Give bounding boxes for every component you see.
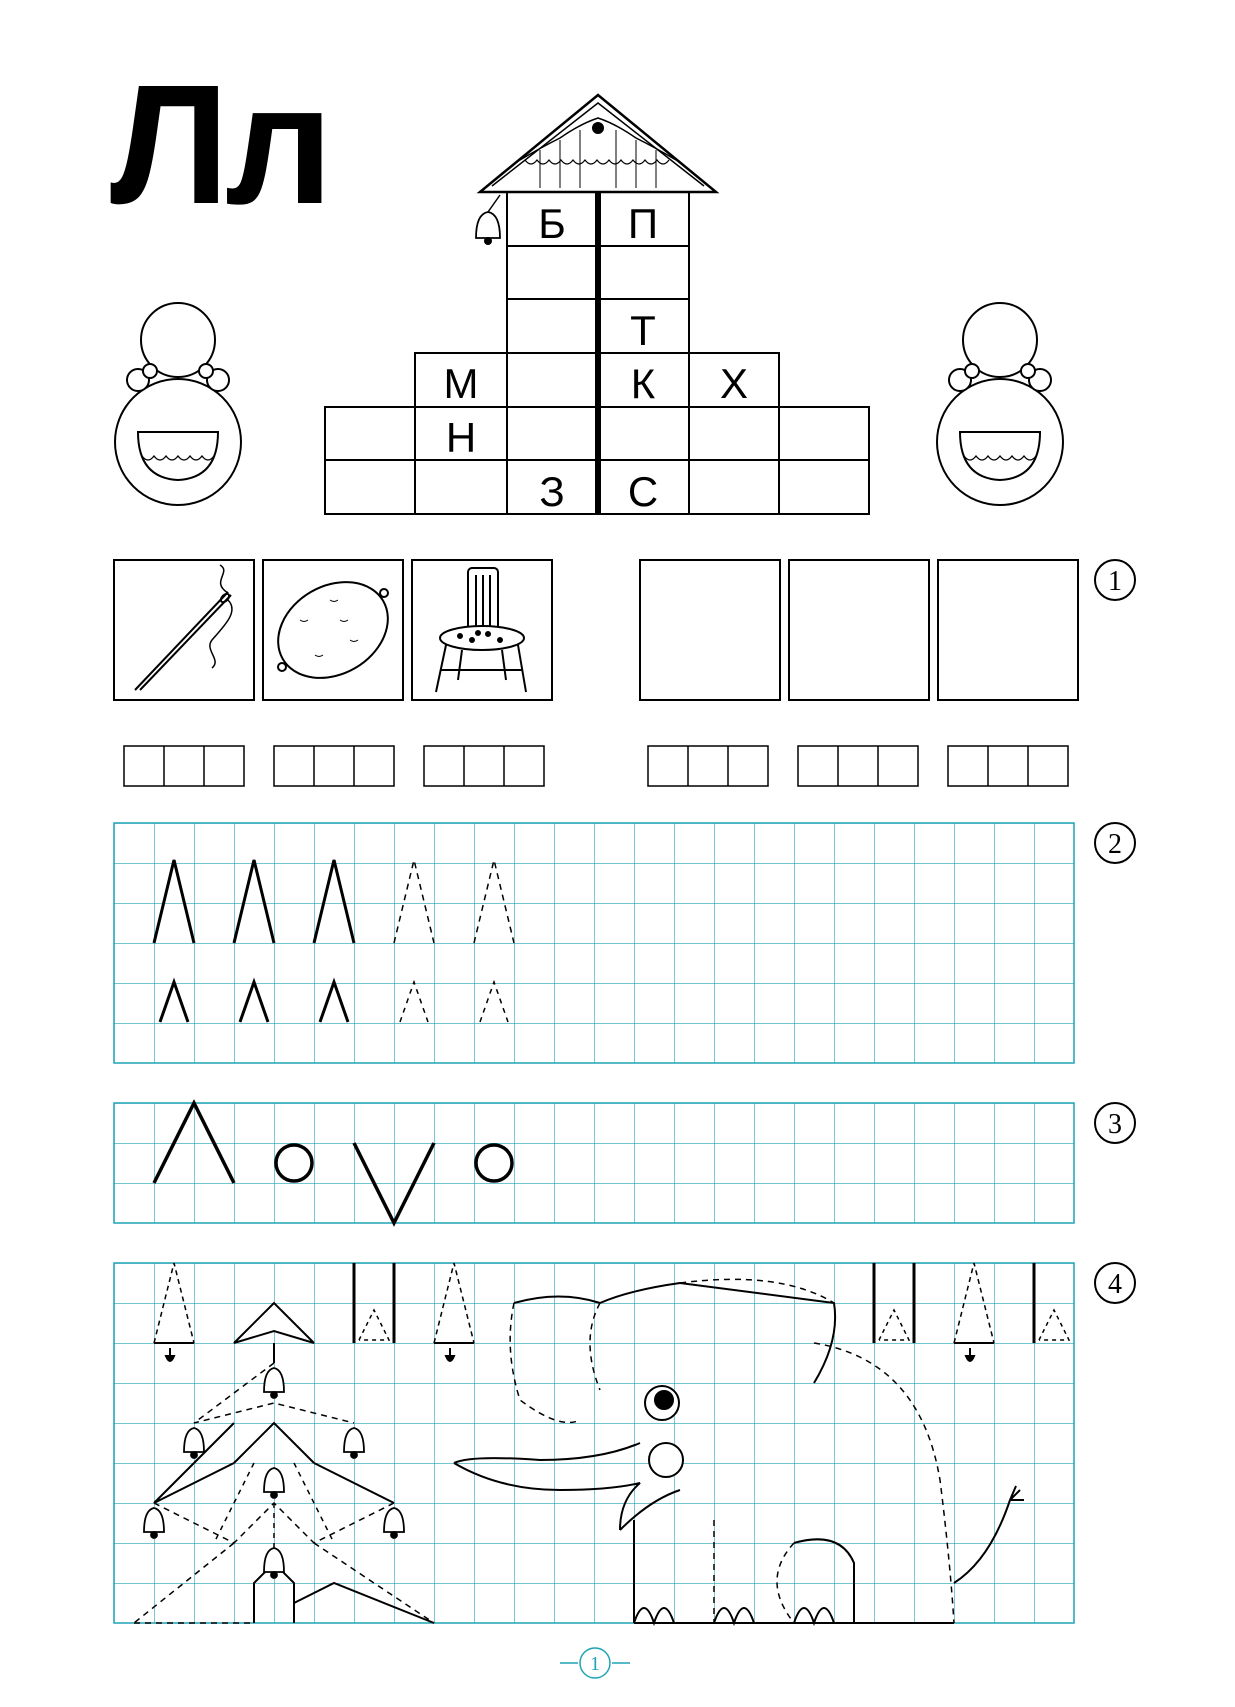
snowman-right-icon xyxy=(937,303,1063,505)
section-number-1 xyxy=(1095,560,1135,600)
sound-scheme-5[interactable] xyxy=(798,746,918,786)
house-cells xyxy=(325,192,869,514)
sound-scheme-2[interactable] xyxy=(274,746,394,786)
section-3 xyxy=(114,1103,1074,1223)
section-4 xyxy=(114,1263,1074,1623)
house-letter-k: К xyxy=(630,360,656,407)
house-letter-t: Т xyxy=(630,307,656,354)
house-letter-b: Б xyxy=(538,200,566,247)
section-numbers xyxy=(1095,560,1135,1303)
bell-icon xyxy=(476,195,500,244)
section-number-3 xyxy=(1095,1103,1135,1143)
answer-box-2[interactable] xyxy=(789,560,929,700)
page-number xyxy=(560,1648,630,1678)
house-letter-z: З xyxy=(539,468,565,515)
sound-scheme-3[interactable] xyxy=(424,746,544,786)
grid-2[interactable] xyxy=(114,823,1074,1063)
sound-scheme-6[interactable] xyxy=(948,746,1068,786)
title-upper: Л xyxy=(110,50,226,240)
section-1 xyxy=(114,560,1078,786)
answer-boxes[interactable] xyxy=(640,560,1078,700)
svg-text:4: 4 xyxy=(1108,1269,1122,1300)
house-letter-s: С xyxy=(627,468,659,515)
title-lower: л xyxy=(225,50,330,240)
svg-text:1: 1 xyxy=(1108,566,1122,597)
letter-house xyxy=(325,95,869,514)
house-letter-n: Н xyxy=(445,414,477,461)
section-number-2 xyxy=(1095,823,1135,863)
svg-text:2: 2 xyxy=(1108,829,1122,860)
sound-scheme-4[interactable] xyxy=(648,746,768,786)
answer-box-1[interactable] xyxy=(640,560,780,700)
house-letter-p: П xyxy=(627,200,659,247)
section-number-4 xyxy=(1095,1263,1135,1303)
grid-3[interactable] xyxy=(114,1103,1074,1223)
house-roof xyxy=(480,95,716,192)
svg-text:3: 3 xyxy=(1108,1109,1122,1140)
svg-text:1: 1 xyxy=(590,1653,600,1675)
sound-scheme-1[interactable] xyxy=(124,746,244,786)
house-letter-m: М xyxy=(443,360,479,407)
answer-box-3[interactable] xyxy=(938,560,1078,700)
sound-scheme-boxes[interactable] xyxy=(124,746,1068,786)
snowman-left-icon xyxy=(115,303,241,505)
house-letter-kh: Х xyxy=(719,360,749,407)
section-2 xyxy=(114,823,1074,1063)
